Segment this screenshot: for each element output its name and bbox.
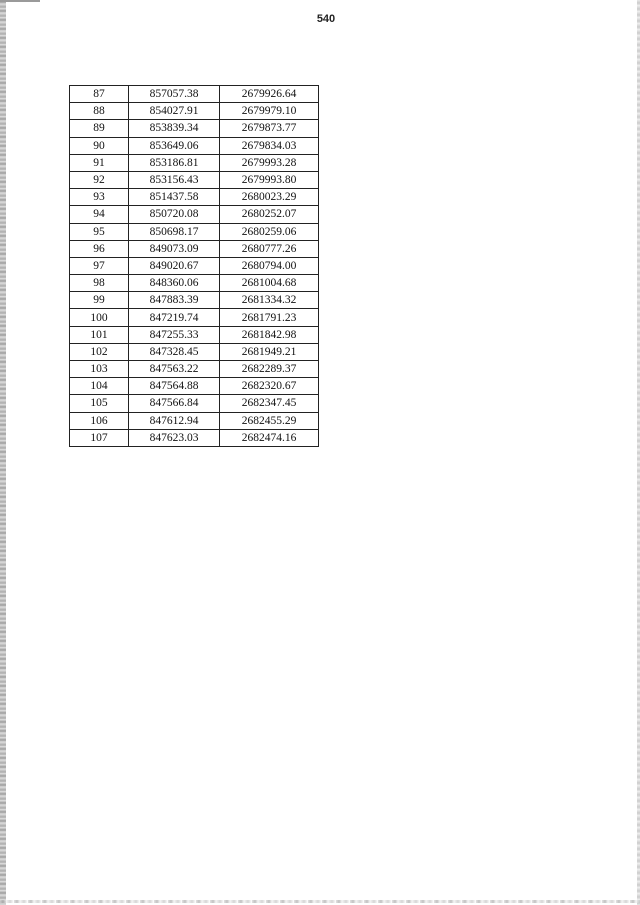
y-coordinate-cell: 2679993.80	[220, 171, 319, 188]
x-coordinate-cell: 849073.09	[129, 240, 220, 257]
y-coordinate-cell: 2680777.26	[220, 240, 319, 257]
table-row	[70, 395, 319, 412]
page-number: 540	[316, 13, 336, 25]
table-row	[70, 223, 319, 240]
x-coordinate-cell: 854027.91	[129, 103, 220, 120]
table-row	[70, 257, 319, 274]
y-coordinate-cell: 2679926.64	[220, 86, 319, 103]
coordinates-table-body	[70, 86, 319, 447]
point-id-cell: 103	[70, 361, 129, 378]
table-row	[70, 189, 319, 206]
y-coordinate-cell: 2680023.29	[220, 189, 319, 206]
point-id-cell: 102	[70, 343, 129, 360]
y-coordinate-cell: 2682474.16	[220, 429, 319, 446]
x-coordinate-cell: 847328.45	[129, 343, 220, 360]
scan-border-bottom	[0, 900, 640, 903]
table-row	[70, 343, 319, 360]
x-coordinate-cell: 851437.58	[129, 189, 220, 206]
y-coordinate-cell: 2681842.98	[220, 326, 319, 343]
point-id-cell: 107	[70, 429, 129, 446]
point-id-cell: 92	[70, 171, 129, 188]
point-id-cell: 105	[70, 395, 129, 412]
table-row	[70, 275, 319, 292]
point-id-cell: 88	[70, 103, 129, 120]
table-row	[70, 361, 319, 378]
table-row	[70, 412, 319, 429]
table-row	[70, 206, 319, 223]
scan-border-top	[0, 0, 40, 2]
point-id-cell: 97	[70, 257, 129, 274]
point-id-cell: 89	[70, 120, 129, 137]
y-coordinate-cell: 2682455.29	[220, 412, 319, 429]
table-row	[70, 154, 319, 171]
point-id-cell: 98	[70, 275, 129, 292]
y-coordinate-cell: 2680259.06	[220, 223, 319, 240]
table-row	[70, 309, 319, 326]
point-id-cell: 91	[70, 154, 129, 171]
x-coordinate-cell: 847883.39	[129, 292, 220, 309]
x-coordinate-cell: 853649.06	[129, 137, 220, 154]
table-row	[70, 326, 319, 343]
x-coordinate-cell: 848360.06	[129, 275, 220, 292]
point-id-cell: 100	[70, 309, 129, 326]
point-id-cell: 101	[70, 326, 129, 343]
x-coordinate-cell: 847219.74	[129, 309, 220, 326]
point-id-cell: 94	[70, 206, 129, 223]
x-coordinate-cell: 850698.17	[129, 223, 220, 240]
point-id-cell: 90	[70, 137, 129, 154]
x-coordinate-cell: 847564.88	[129, 378, 220, 395]
y-coordinate-cell: 2682320.67	[220, 378, 319, 395]
table-row	[70, 120, 319, 137]
x-coordinate-cell: 847563.22	[129, 361, 220, 378]
x-coordinate-cell: 857057.38	[129, 86, 220, 103]
x-coordinate-cell: 847566.84	[129, 395, 220, 412]
coordinates-table	[69, 85, 319, 447]
table-row	[70, 429, 319, 446]
y-coordinate-cell: 2680794.00	[220, 257, 319, 274]
x-coordinate-cell: 853186.81	[129, 154, 220, 171]
x-coordinate-cell: 847623.03	[129, 429, 220, 446]
point-id-cell: 93	[70, 189, 129, 206]
y-coordinate-cell: 2679993.28	[220, 154, 319, 171]
y-coordinate-cell: 2681791.23	[220, 309, 319, 326]
y-coordinate-cell: 2679979.10	[220, 103, 319, 120]
y-coordinate-cell: 2679834.03	[220, 137, 319, 154]
table-row	[70, 378, 319, 395]
x-coordinate-cell: 853156.43	[129, 171, 220, 188]
y-coordinate-cell: 2682289.37	[220, 361, 319, 378]
x-coordinate-cell: 847612.94	[129, 412, 220, 429]
point-id-cell: 99	[70, 292, 129, 309]
x-coordinate-cell: 853839.34	[129, 120, 220, 137]
y-coordinate-cell: 2680252.07	[220, 206, 319, 223]
x-coordinate-cell: 849020.67	[129, 257, 220, 274]
table-row	[70, 240, 319, 257]
table-row	[70, 292, 319, 309]
table-row	[70, 103, 319, 120]
point-id-cell: 95	[70, 223, 129, 240]
table-row	[70, 86, 319, 103]
scan-border-left	[0, 0, 6, 905]
table-row	[70, 171, 319, 188]
y-coordinate-cell: 2679873.77	[220, 120, 319, 137]
table-row	[70, 137, 319, 154]
point-id-cell: 96	[70, 240, 129, 257]
y-coordinate-cell: 2681004.68	[220, 275, 319, 292]
y-coordinate-cell: 2681949.21	[220, 343, 319, 360]
point-id-cell: 104	[70, 378, 129, 395]
point-id-cell: 106	[70, 412, 129, 429]
x-coordinate-cell: 850720.08	[129, 206, 220, 223]
y-coordinate-cell: 2681334.32	[220, 292, 319, 309]
x-coordinate-cell: 847255.33	[129, 326, 220, 343]
y-coordinate-cell: 2682347.45	[220, 395, 319, 412]
point-id-cell: 87	[70, 86, 129, 103]
